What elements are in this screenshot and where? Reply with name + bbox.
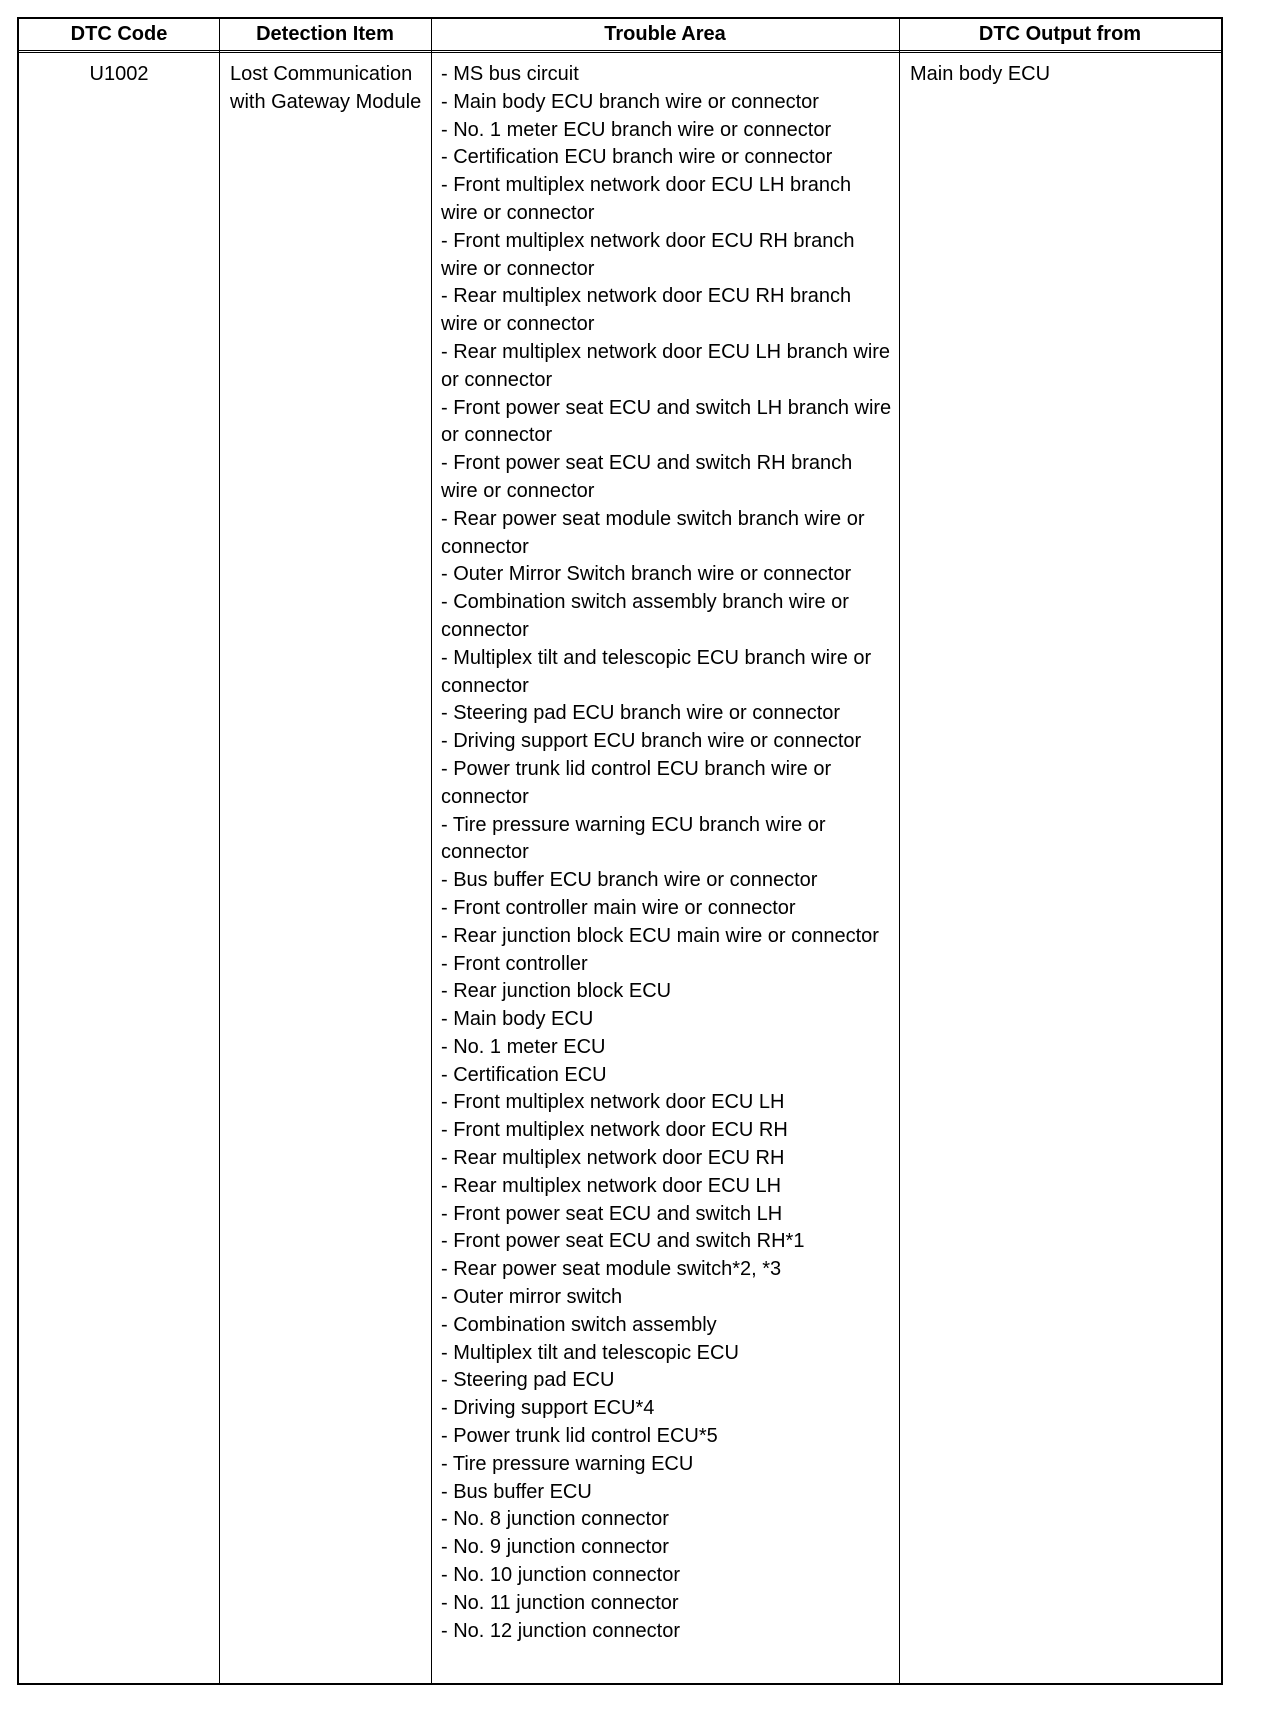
- trouble-area-item: - Front multiplex network door ECU RH branch wire or connector: [441, 229, 855, 280]
- trouble-area-item: - Steering pad ECU branch wire or connector: [441, 702, 841, 725]
- cell-detection-item: Lost Communication with Gateway Module: [230, 63, 422, 113]
- trouble-area-item: - Bus buffer ECU branch wire or connector: [441, 869, 818, 892]
- trouble-area-item: - Rear multiplex network door ECU RH branch wire or connector: [441, 285, 852, 336]
- trouble-area-item: - Certification ECU: [441, 1063, 607, 1086]
- trouble-area-list: [441, 61, 893, 1645]
- trouble-area-item: - Rear multiplex network door ECU RH: [441, 1147, 785, 1170]
- trouble-area-item: - No. 1 meter ECU: [441, 1035, 606, 1058]
- trouble-area-item: - Tire pressure warning ECU branch wire or connector: [441, 813, 826, 864]
- trouble-area-item: - Front controller: [441, 952, 588, 975]
- trouble-area-item: - Power trunk lid control ECU*5: [441, 1425, 718, 1448]
- trouble-area-item: - No. 9 junction connector: [441, 1536, 669, 1559]
- trouble-area-item: - No. 10 junction connector: [441, 1564, 681, 1587]
- table-header-row: [19, 19, 1221, 53]
- trouble-area-item: - Certification ECU branch wire or connector: [441, 146, 833, 169]
- trouble-area-item: - Main body ECU: [441, 1008, 594, 1031]
- trouble-area-item: - Power trunk lid control ECU branch wire or connector: [441, 757, 832, 808]
- trouble-area-item: - Steering pad ECU: [441, 1369, 615, 1392]
- trouble-area-item: - Multiplex tilt and telescopic ECU: [441, 1341, 739, 1364]
- cell-trouble-area: [441, 61, 893, 1645]
- trouble-area-item: - Front power seat ECU and switch RH branch wire or connector: [441, 452, 853, 502]
- cell-dtc-output-from: Main body ECU: [910, 63, 1051, 85]
- trouble-area-item: - No. 8 junction connector: [441, 1508, 669, 1531]
- header-dtc-code: DTC Code: [70, 23, 168, 45]
- trouble-area-item: - Front power seat ECU and switch LH branch wire or connector: [441, 396, 892, 447]
- trouble-area-item: - Rear multiplex network door ECU LH branch wire or connector: [441, 340, 891, 391]
- trouble-area-item: - Tire pressure warning ECU: [441, 1452, 694, 1475]
- trouble-area-item: - Outer Mirror Switch branch wire or connector: [441, 563, 852, 586]
- trouble-area-item: - Rear power seat module switch branch wire or connector: [441, 507, 865, 558]
- trouble-area-item: - Front multiplex network door ECU LH: [441, 1091, 785, 1114]
- trouble-area-item: - No. 12 junction connector: [441, 1619, 681, 1642]
- trouble-area-item: - Outer mirror switch: [441, 1286, 623, 1309]
- trouble-area-item: - No. 1 meter ECU branch wire or connector: [441, 118, 832, 141]
- trouble-area-item: - Driving support ECU*4: [441, 1397, 655, 1420]
- trouble-area-item: - No. 11 junction connector: [441, 1591, 679, 1614]
- trouble-area-item: - Combination switch assembly: [441, 1313, 717, 1336]
- header-dtc-output-from: DTC Output from: [978, 23, 1142, 45]
- trouble-area-item: - Front power seat ECU and switch LH: [441, 1202, 783, 1225]
- header-trouble-area: Trouble Area: [604, 23, 726, 45]
- column-divider: [431, 19, 432, 1683]
- header-detection-item: Detection Item: [256, 23, 394, 45]
- cell-dtc-code: U1002: [89, 63, 149, 85]
- trouble-area-item: - Front power seat ECU and switch RH*1: [441, 1230, 805, 1253]
- trouble-area-item: - Bus buffer ECU: [441, 1480, 592, 1503]
- trouble-area-item: - Multiplex tilt and telescopic ECU branch wire or connector: [441, 646, 872, 697]
- trouble-area-item: - Front multiplex network door ECU RH: [441, 1119, 788, 1142]
- dtc-table: [17, 17, 1223, 1685]
- trouble-area-item: - Combination switch assembly branch wire or connector: [441, 591, 849, 641]
- trouble-area-item: - Rear power seat module switch*2, *3: [441, 1258, 782, 1281]
- trouble-area-item: - Rear junction block ECU: [441, 980, 672, 1003]
- trouble-area-item: - MS bus circuit: [441, 63, 579, 85]
- trouble-area-item: - Front multiplex network door ECU LH branch wire or connector: [441, 174, 852, 224]
- trouble-area-item: - Driving support ECU branch wire or connector: [441, 730, 862, 753]
- trouble-area-item: - Main body ECU branch wire or connector: [441, 90, 819, 113]
- column-divider: [899, 19, 900, 1683]
- trouble-area-item: - Front controller main wire or connector: [441, 896, 796, 919]
- trouble-area-item: - Rear multiplex network door ECU LH: [441, 1174, 782, 1197]
- trouble-area-item: - Rear junction block ECU main wire or connector: [441, 924, 879, 947]
- column-divider: [219, 19, 220, 1683]
